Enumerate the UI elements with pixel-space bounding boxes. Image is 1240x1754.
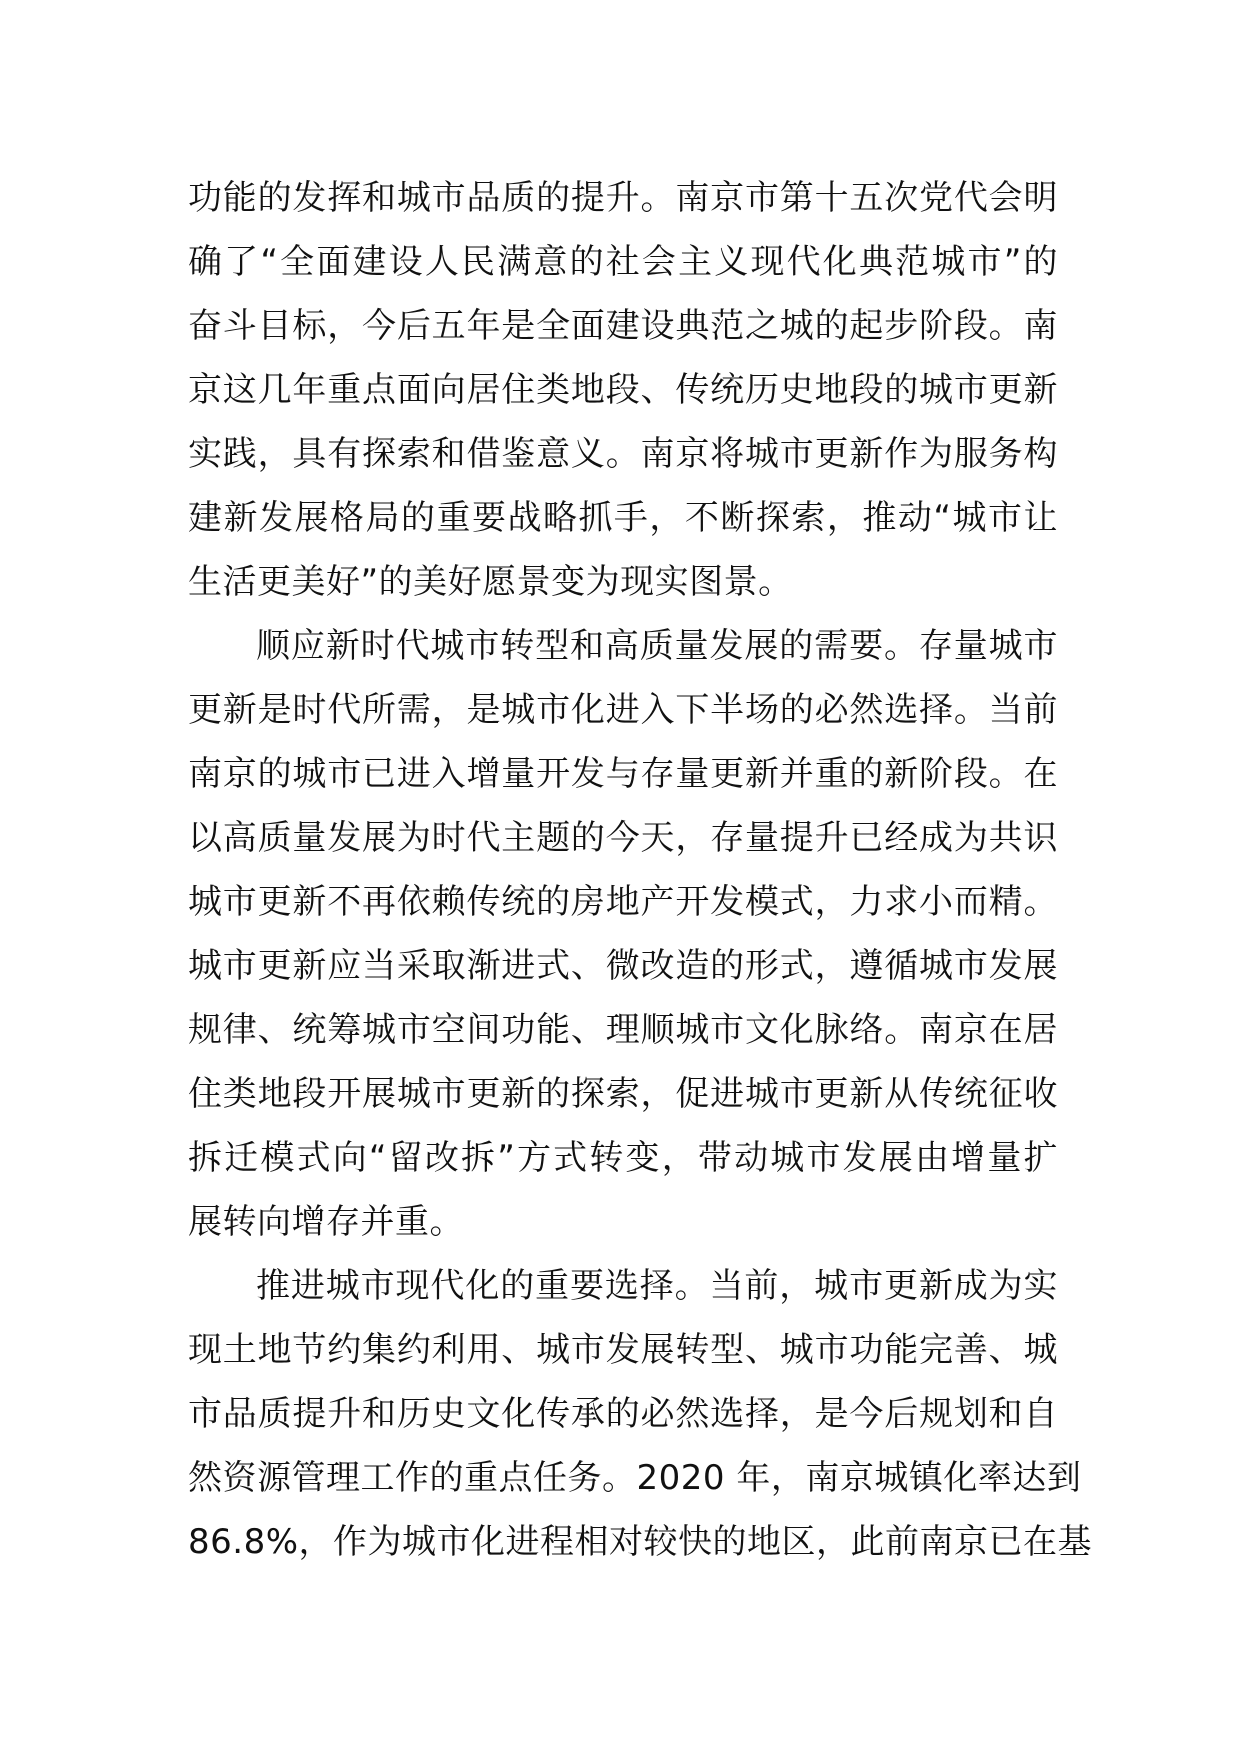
text-line: 拆迁模式向“留改拆”方式转变，带动城市发展由增量扩 <box>188 1138 1058 1178</box>
text-line: 现土地节约集约利用、城市发展转型、城市功能完善、城 <box>188 1330 1058 1370</box>
text-line: 86.8%，作为城市化进程相对较快的地区，此前南京已在基 <box>188 1522 1093 1562</box>
text-line: 京这几年重点面向居住类地段、传统历史地段的城市更新 <box>188 370 1058 410</box>
text-line: 以高质量发展为时代主题的今天，存量提升已经成为共识 <box>188 818 1058 858</box>
text-line: 建新发展格局的重要战略抓手，不断探索，推动“城市让 <box>188 498 1058 538</box>
text-line: 规律、统筹城市空间功能、理顺城市文化脉络。南京在居 <box>188 1010 1058 1050</box>
paragraph <box>188 1254 1093 1574</box>
text-line: 功能的发挥和城市品质的提升。南京市第十五次党代会明 <box>188 178 1058 218</box>
text-line: 市品质提升和历史文化传承的必然选择，是今后规划和自 <box>188 1394 1058 1434</box>
text-line: 城市更新不再依赖传统的房地产开发模式，力求小而精。 <box>188 882 1058 922</box>
text-line: 住类地段开展城市更新的探索，促进城市更新从传统征收 <box>188 1074 1058 1114</box>
text-line: 顺应新时代城市转型和高质量发展的需要。存量城市 <box>256 626 1058 666</box>
text-line: 奋斗目标，今后五年是全面建设典范之城的起步阶段。南 <box>188 306 1058 346</box>
paragraph <box>188 166 1058 614</box>
text-line: 推进城市现代化的重要选择。当前，城市更新成为实 <box>256 1266 1058 1306</box>
document-body <box>188 166 1093 1574</box>
text-line: 确了“全面建设人民满意的社会主义现代化典范城市”的 <box>188 242 1058 282</box>
text-line: 然资源管理工作的重点任务。2020 年，南京城镇化率达到 <box>188 1458 1082 1498</box>
text-line: 更新是时代所需，是城市化进入下半场的必然选择。当前 <box>188 690 1058 730</box>
paragraph <box>188 614 1058 1254</box>
text-line: 生活更美好”的美好愿景变为现实图景。 <box>188 562 793 602</box>
text-line: 南京的城市已进入增量开发与存量更新并重的新阶段。在 <box>188 754 1058 794</box>
text-line: 城市更新应当采取渐进式、微改造的形式，遵循城市发展 <box>188 946 1058 986</box>
text-line: 实践，具有探索和借鉴意义。南京将城市更新作为服务构 <box>188 434 1058 474</box>
text-line: 展转向增存并重。 <box>188 1202 464 1242</box>
